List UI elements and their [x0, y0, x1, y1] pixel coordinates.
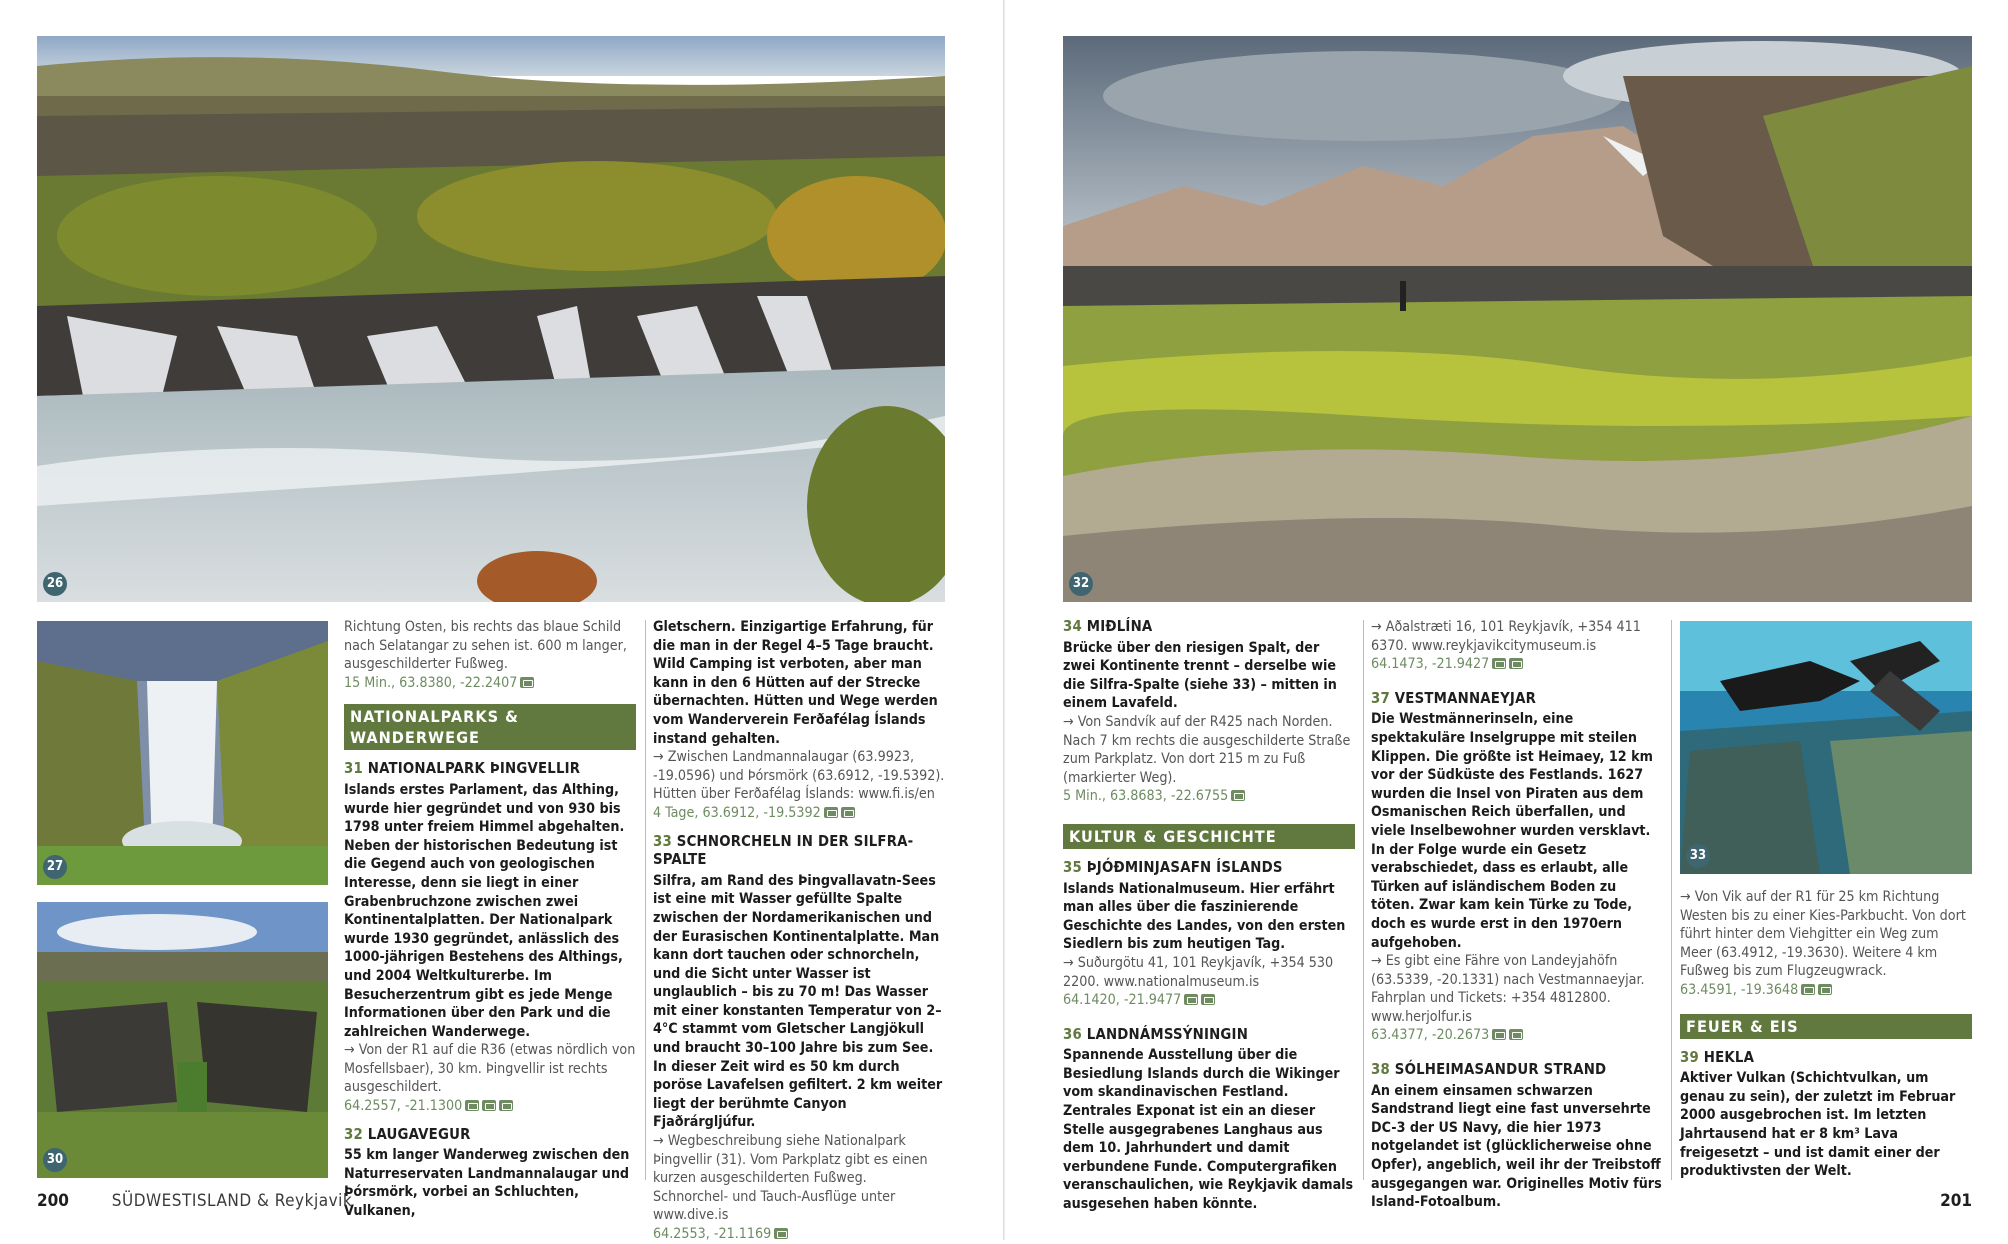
- left-footer: [37, 1191, 352, 1211]
- page-number-right: 201: [1940, 1191, 1972, 1211]
- swim-icon: [774, 1228, 788, 1239]
- book-fold: [1003, 0, 1005, 1240]
- entry-directions: → Es gibt eine Fähre von Landeyjahöfn (63.5339, -20.1331) nach Vestmannaeyjar. Fahrplan und Tickets: +354 4812800. www.herjolfur.is: [1371, 953, 1645, 1025]
- entry-directions: → Suðurgötu 41, 101 Reykjavík, +354 530 2200. www.nationalmuseum.is: [1063, 954, 1334, 990]
- page-number-left: 200: [37, 1191, 69, 1211]
- ticket-icon: [1201, 994, 1215, 1005]
- section-heading-feuer-eis: FEUER & EIS: [1680, 1014, 1972, 1039]
- lava-walls-photo-illustration: [37, 902, 328, 1178]
- coordinates: 64.1473, -21.9427: [1371, 656, 1490, 673]
- info-icon: [1492, 1029, 1506, 1040]
- section-heading-nationalparks: NATIONALPARKS & WANDERWEGE: [344, 704, 636, 750]
- photo-number-badge: 33: [1686, 844, 1710, 868]
- parking-icon: [1801, 984, 1815, 995]
- photo-number-badge: 30: [43, 1148, 67, 1172]
- entry-description: Die Westmännerinseln, eine spektakuläre Inselgruppe mit steilen Klippen. Die größte ist Heimaey, 12 km vor der Südküste des Festlands. 1627 wurden die Insel von Piraten aus dem Osmanischen Reich überfallen, und viele Inselbewohner wurden versklavt. In der Folge wurde ein Gesetz verabschiedet, dass es erlaubt, alle Türken auf isländischem Boden zu töten. Zwar kam kein Türke zu Tode, doch es wurde erst in den 1970ern aufgehoben.: [1371, 711, 1653, 951]
- coordinates: 5 Min., 63.8683, -22.6755: [1063, 788, 1229, 805]
- column-divider: [1671, 620, 1672, 1180]
- coordinates: 63.4377, -20.2673: [1371, 1027, 1490, 1044]
- entry-description: Spannende Ausstellung über die Besiedlung Islands durch die Wikinger vom skandinavischen Festland. Zentrales Exponat ist ein an dieser Stelle ausgegrabenes Langhaus aus dem 10. Jahrhundert und damit verbundene Funde. Computergrafiken veranschaulichen, wie Reykjavik damals ausgesehen haben könnte.: [1063, 1047, 1354, 1213]
- photo-icon: [1818, 984, 1832, 995]
- text-column-1: [344, 618, 636, 1221]
- coordinates: 4 Tage, 63.6912, -19.5392: [653, 804, 821, 821]
- running-title: SÜDWESTISLAND & Reykjavik: [111, 1191, 353, 1211]
- entry-title-34: 34 MIÐLÍNA: [1063, 618, 1153, 635]
- entry-description: Brücke über den riesigen Spalt, der zwei Kontinente trennt – derselbe wie die Silfra-Spalte (siehe 33) – mitten in einem Lavafeld.: [1063, 639, 1337, 712]
- entry-continuation-text: Richtung Osten, bis rechts das blaue Schild nach Selatangar zu sehen ist. 600 m langer, ausgeschilderter Fußweg.: [344, 619, 627, 673]
- photo-hraunfossar: [37, 36, 945, 602]
- photo-number-badge: 26: [43, 572, 67, 596]
- photo-stone-walls: [37, 902, 328, 1178]
- photo-skogafoss: [37, 621, 328, 885]
- coordinates: 15 Min., 63.8380, -22.2407: [344, 674, 518, 691]
- info-icon: [482, 1100, 496, 1111]
- text-column-5: [1680, 888, 1972, 1181]
- entry-description: Islands Nationalmuseum. Hier erfährt man alles über die faszinierende Geschichte des Landes, von den ersten Siedlern bis zum heutigen Tag.: [1063, 880, 1346, 953]
- coordinates: 64.2553, -21.1169: [653, 1226, 772, 1242]
- entry-directions: → Wegbeschreibung siehe Nationalpark Þingvellir (31). Vom Parkplatz gibt es einen kurzen ausgeschilderten Fußweg. Schnorchel- und Tauch-Ausflüge unter www.dive.is: [653, 1133, 928, 1224]
- entry-directions: → Aðalstræti 16, 101 Reykjavík, +354 411 6370. www.reykjavikcitymuseum.is: [1371, 619, 1641, 654]
- entry-title-32: 32 LAUGAVEGUR: [344, 1125, 471, 1143]
- underwater-photo-illustration: [1680, 621, 1972, 874]
- hut-icon: [824, 807, 838, 818]
- entry-description: An einem einsamen schwarzen Sandstrand liegt eine fast unversehrte DC-3 der US Navy, die hier 1973 notgelandet ist (glücklicherweise ohne Opfer), angeblich, weil ihr der Treibstoff ausgegangen war. Originelles Motiv fürs Island-Fotoalbum.: [1371, 1082, 1662, 1211]
- waterfall-photo-illustration: [37, 36, 945, 602]
- photo-number-badge: 32: [1069, 572, 1093, 596]
- info-icon: [1492, 658, 1506, 669]
- highlands-photo-illustration: [1063, 36, 1972, 602]
- coordinates: 64.2557, -21.1300: [344, 1098, 463, 1115]
- coordinates: 64.1420, -21.9477: [1063, 992, 1182, 1009]
- entry-continuation-text: Gletschern. Einzigartige Erfahrung, für die man in der Regel 4–5 Tage braucht. Wild Camping ist verboten, aber man kann in den 6 Hütten auf der Strecke übernachten. Hütten und Wege werden vom Wanderverein Ferðafélag Íslands instand gehalten.: [653, 619, 938, 747]
- entry-directions: → Von Vik auf der R1 für 25 km Richtung Westen bis zu einer Kies-Parkbucht. Von dort führt hinter dem Viehgitter ein Weg zum Meer (63.4912, -19.3630). Weitere 4 km Fußweg bis zum Flugzeugwrack.: [1680, 889, 1966, 980]
- entry-title-31: 31 NATIONALPARK ÞINGVELLIR: [344, 760, 581, 778]
- section-heading-kultur: KULTUR & GESCHICHTE: [1063, 824, 1355, 849]
- entry-description: 55 km langer Wanderweg zwischen den Naturreservaten Landmannalaugar und Þórsmörk, vorbei an Schluchten, Vulkanen,: [344, 1147, 630, 1220]
- entry-title-38: 38 SÓLHEIMASANDUR STRAND: [1371, 1061, 1607, 1079]
- tent-icon: [841, 807, 855, 818]
- ticket-icon: [1509, 658, 1523, 669]
- text-column-4: [1371, 618, 1663, 1212]
- column-divider: [645, 620, 646, 1180]
- entry-directions: → Zwischen Landmannalaugar (63.9923, -19.0596) und Þórsmörk (63.6912, -19.5392). Hütten über Ferðafélag Íslands: www.fi.is/en: [653, 749, 945, 803]
- entry-directions: → Von der R1 auf die R36 (etwas nördlich von Mosfellsbaer), 30 km. Þingvellir ist rechts ausgeschildert.: [344, 1042, 636, 1096]
- entry-title-37: 37 VESTMANNAEYJAR: [1371, 689, 1537, 707]
- text-column-2: [653, 618, 945, 1244]
- photo-silfra-snorkel: [1680, 621, 1972, 874]
- right-footer: [1940, 1191, 1972, 1211]
- map-icon: [1231, 790, 1245, 801]
- photo-laugavegur: [1063, 36, 1972, 602]
- hiking-icon: [499, 1100, 513, 1111]
- column-divider: [1363, 620, 1364, 1180]
- entry-title-39: 39 HEKLA: [1680, 1048, 1755, 1066]
- map-icon: [465, 1100, 479, 1111]
- entry-description: Aktiver Vulkan (Schichtvulkan, um genau zu sein), der zuletzt im Februar 2000 ausgebrochen ist. Im letzten Jahrtausend hat er 8 km³ Lava freigesetzt – und ist damit einer der produktivsten der Welt.: [1680, 1070, 1956, 1180]
- coordinates: 63.4591, -19.3648: [1680, 981, 1799, 998]
- info-icon: [1184, 994, 1198, 1005]
- entry-title-35: 35 ÞJÓÐMINJASAFN ÍSLANDS: [1063, 858, 1283, 876]
- photo-number-badge: 27: [43, 855, 67, 879]
- map-icon: [520, 677, 534, 688]
- entry-title-36: 36 LANDNÁMSSÝNINGIN: [1063, 1025, 1249, 1043]
- entry-description: Silfra, am Rand des Þingvallavatn-Sees ist eine mit Wasser gefüllte Spalte zwischen der Nordamerikanischen und der Eurasischen Kontinentalplatte. Man kann dort tauchen oder schnorcheln, und die Sicht unter Wasser ist unglaublich – bis zu 70 m! Das Wasser mit einer konstanten Temperatur von 2–4°C stammt vom Gletscher Langjökull und braucht 30–100 Jahre bis zum See. In dieser Zeit wird es 50 km durch poröse Lavafelsen gefiltert. 2 km weiter liegt der berühmte Canyon Fjaðrárgljúfur.: [653, 872, 943, 1131]
- text-column-3: [1063, 618, 1355, 1214]
- waterfall-photo-illustration: [37, 621, 328, 885]
- ferry-icon: [1509, 1029, 1523, 1040]
- entry-directions: → Von Sandvík auf der R425 nach Norden. Nach 7 km rechts die ausgeschilderte Straße zum Parkplatz. Von dort 215 m zu Fuß (markierter Weg).: [1063, 713, 1351, 786]
- entry-title-33: 33 SCHNORCHELN IN DER SILFRA-SPALTE: [653, 832, 914, 869]
- entry-description: Islands erstes Parlament, das Althing, wurde hier gegründet und von 930 bis 1798 unter freiem Himmel abgehalten. Neben der historischen Bedeutung ist die Gegend auch von geologischen Interesse, denn sie liegt in einer Grabenbruchzone zwischen zwei Kontinentalplatten. Der Nationalpark wurde 1930 gegründet, anlässlich des 1000-jährigen Bestehens des Althings, und 2004 Weltkulturerbe. Im Besucherzentrum gibt es jede Menge Informationen über den Park und die zahlreichen Wanderwege.: [344, 781, 625, 1040]
